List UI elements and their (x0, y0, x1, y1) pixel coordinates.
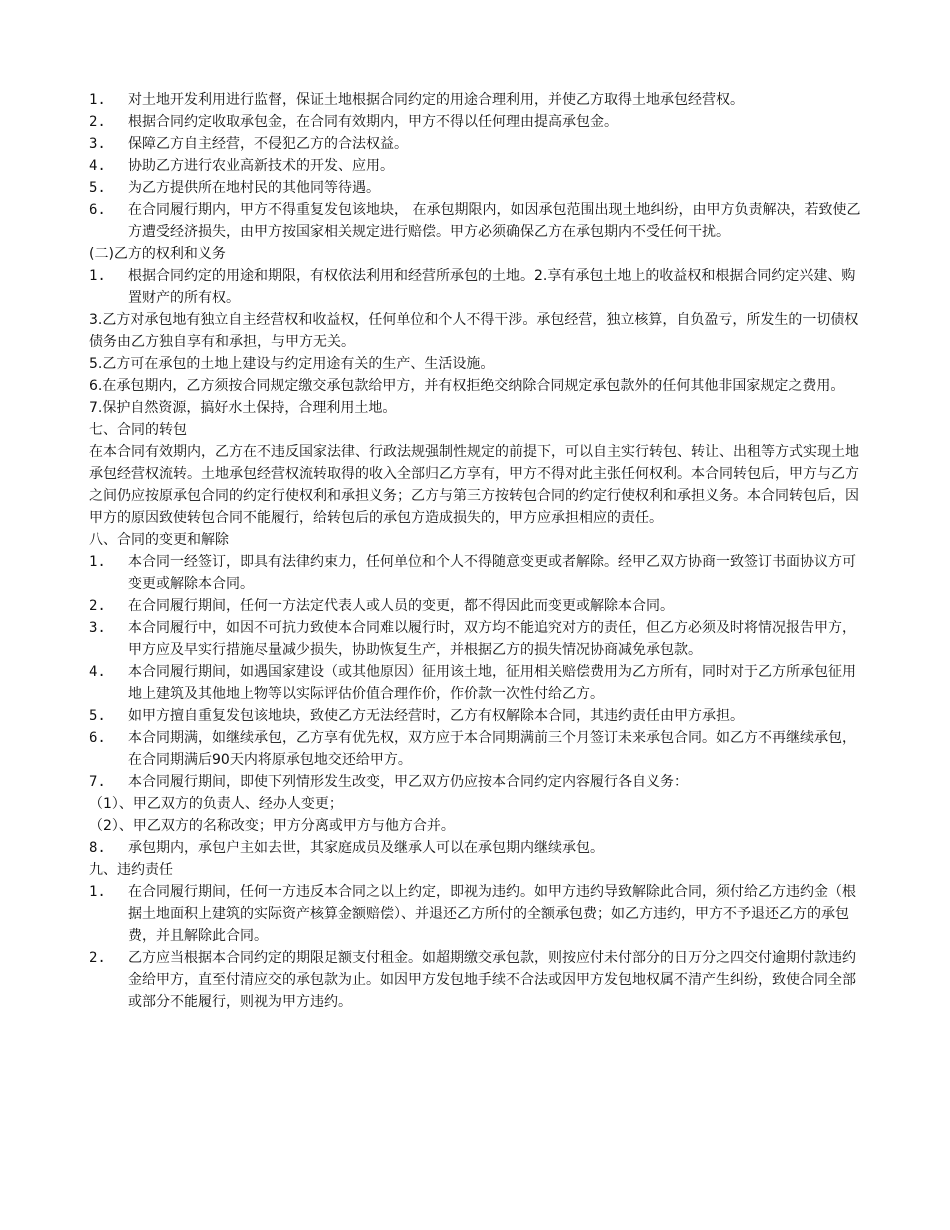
list-item (89, 705, 865, 727)
party-b-paragraph: 3.乙方对承包地有独立自主经营权和收益权，任何单位和个人不得干涉。承包经营，独立核算，自负盈亏，所发生的一切债权债务由乙方独自享有和承担，与甲方无关。 (89, 312, 859, 350)
item-text: 在合同履行期间，任何一方法定代表人或人员的变更，都不得因此而变更或解除本合同。 (128, 598, 674, 614)
list-item (89, 551, 865, 595)
list-item (89, 947, 865, 1013)
party-b-paragraph: 6.在承包期内，乙方须按合同规定缴交承包款给甲方，并有权拒绝交纳除合同规定承包款外的任何其他非国家规定之费用。 (89, 378, 845, 394)
item-text: 保障乙方自主经营，不侵犯乙方的合法权益。 (128, 136, 408, 152)
item-number: 5. (89, 708, 106, 724)
list-item (89, 881, 865, 947)
list-item (89, 837, 865, 859)
list-item (89, 133, 865, 155)
list-item (89, 155, 865, 177)
item-number: 7. (89, 774, 106, 790)
list-item (89, 199, 865, 243)
list-item (89, 177, 865, 199)
item-text: 如甲方擅自重复发包该地块，致使乙方无法经营时，乙方有权解除本合同，其违约责任由甲方承担。 (128, 708, 744, 724)
item-number: 1. (89, 92, 106, 108)
sub-item: （2）、甲乙双方的名称改变；甲方分离或甲方与他方合并。 (89, 818, 455, 834)
item-text: 根据合同约定的用途和期限，有权依法利用和经营所承包的土地。2.享有承包土地上的收益权和根据合同约定兴建、购置财产的所有权。 (128, 268, 856, 306)
item-text: 在合同履行期间，任何一方违反本合同之以上约定，即视为违约。如甲方违约导致解除此合同，须付给乙方违约金（根据土地面积上建筑的实际资产核算金额赔偿）、并退还乙方所付的全额承包费；如乙方违约，甲方不予退还乙方的承包费，并且解除此合同。 (128, 884, 856, 944)
item-text: 为乙方提供所在地村民的其他同等待遇。 (128, 180, 380, 196)
item-text: 在合同履行期内，甲方不得重复发包该地块， 在承包期限内，如因承包范围出现土地纠纷，由甲方负责解决，若致使乙方遭受经济损失，由甲方按国家相关规定进行赔偿。甲方必须确保乙方在承包期内不受任何干扰。 (128, 202, 861, 240)
section-9-heading: 九、违约责任 (89, 862, 173, 878)
item-number: 2. (89, 114, 106, 130)
party-b-heading: (二)乙方的权利和义务 (89, 246, 226, 262)
item-number: 6. (89, 202, 106, 218)
list-item (89, 727, 865, 771)
contract-page (89, 89, 865, 1013)
sub-item: （1）、甲乙双方的负责人、经办人变更； (89, 796, 343, 812)
item-text: 根据合同约定收取承包金，在合同有效期内，甲方不得以任何理由提高承包金。 (128, 114, 618, 130)
party-b-paragraph: 5.乙方可在承包的土地上建设与约定用途有关的生产、生活设施。 (89, 356, 495, 372)
section-8-heading: 八、合同的变更和解除 (89, 532, 229, 548)
list-item (89, 595, 865, 617)
item-number: 4. (89, 158, 106, 174)
item-number: 6. (89, 730, 106, 746)
list-item (89, 617, 865, 661)
item-text: 本合同期满，如继续承包，乙方享有优先权，双方应于本合同期满前三个月签订未来承包合同。如乙方不再继续承包，在合同期满后90天内将原承包地交还给甲方。 (128, 730, 856, 768)
item-number: 5. (89, 180, 106, 196)
item-number: 3. (89, 136, 106, 152)
party-a-obligations (89, 89, 865, 243)
section-7-body: 在本合同有效期内，乙方在不违反国家法律、行政法规强制性规定的前提下，可以自主实行转包、转让、出租等方式实现土地承包经营权流转。土地承包经营权流转取得的收入全部归乙方享有，甲方不得对此主张任何权利。本合同转包后，甲方与乙方之间仍应按原承包合同的约定行使权利和承担义务；乙方与第三方按转包合同的约定行使权利和承担义务。本合同转包后，因甲方的原因致使转包合同不能履行，给转包后的承包方造成损失的，甲方应承担相应的责任。 (89, 444, 859, 526)
item-number: 1. (89, 884, 106, 900)
item-text: 本合同履行期间，即使下列情形发生改变，甲乙双方仍应按本合同约定内容履行各自义务： (128, 774, 688, 790)
item-text: 承包期内，承包户主如去世，其家庭成员及继承人可以在承包期内继续承包。 (128, 840, 604, 856)
item-text: 本合同一经签订，即具有法律约束力，任何单位和个人不得随意变更或者解除。经甲乙双方协商一致签订书面协议方可变更或解除本合同。 (128, 554, 856, 592)
list-item (89, 265, 865, 309)
list-item (89, 661, 865, 705)
item-number: 2. (89, 950, 106, 966)
item-number: 1. (89, 554, 106, 570)
item-text: 乙方应当根据本合同约定的期限足额支付租金。如超期缴交承包款，则按应付未付部分的日万分之四交付逾期付款违约金给甲方，直至付清应交的承包款为止。如因甲方发包地手续不合法或因甲方发包地权属不清产生纠纷，致使合同全部或部分不能履行，则视为甲方违约。 (128, 950, 856, 1010)
item-number: 8. (89, 840, 106, 856)
item-number: 1. (89, 268, 106, 284)
list-item (89, 111, 865, 133)
item-number: 2. (89, 598, 106, 614)
item-number: 4. (89, 664, 106, 680)
section-7-heading: 七、合同的转包 (89, 422, 187, 438)
item-text: 对土地开发利用进行监督，保证土地根据合同约定的用途合理利用，并使乙方取得土地承包经营权。 (128, 92, 744, 108)
party-b-paragraph: 7.保护自然资源，搞好水土保持，合理利用土地。 (89, 400, 397, 416)
item-text: 协助乙方进行农业高新技术的开发、应用。 (128, 158, 394, 174)
list-item (89, 771, 865, 793)
list-item (89, 89, 865, 111)
item-number: 3. (89, 620, 106, 636)
item-text: 本合同履行期间，如遇国家建设（或其他原因）征用该土地，征用相关赔偿费用为乙方所有，同时对于乙方所承包征用地上建筑及其他地上物等以实际评估价值合理作价，作价款一次性付给乙方。 (128, 664, 856, 702)
item-text: 本合同履行中，如因不可抗力致使本合同难以履行时，双方均不能追究对方的责任，但乙方必须及时将情况报告甲方，甲方应及早实行措施尽量减少损失，协助恢复生产，并根据乙方的损失情况协商减免承包款。 (128, 620, 856, 658)
